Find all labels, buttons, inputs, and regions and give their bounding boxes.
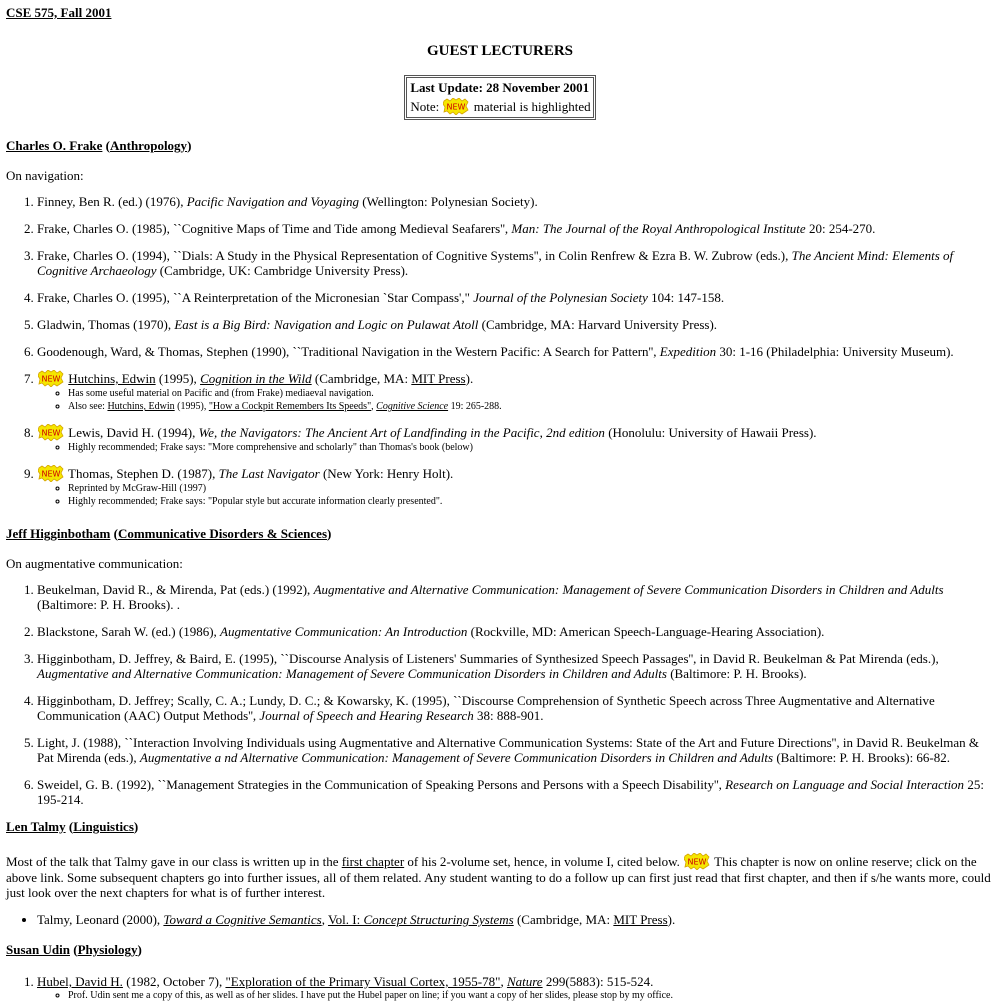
- ref-text: Beukelman, David R., & Mirenda, Pat (eds.) (1992),: [37, 582, 314, 598]
- talmy-paragraph: [6, 854, 994, 900]
- ref-text: Goodenough, Ward, & Thomas, Stephen (1990), ``Traditional Navigation in the Western Pacific: A Search for Pattern'',: [37, 344, 660, 360]
- ref-title: The Ancient Mind: Elements of Cognitive Archaeology: [37, 248, 954, 279]
- ref-text: Frake, Charles O. (1985), ``Cognitive Maps of Time and Tide among Medieval Seafarers'',: [37, 221, 512, 237]
- ref-text: ,: [500, 974, 507, 990]
- ref-title: Journal of Speech and Hearing Research: [259, 708, 474, 724]
- journal-link[interactable]: Cognitive Science: [376, 401, 449, 413]
- ref-text: (Baltimore: P. H. Brooks).: [666, 666, 807, 682]
- new-badge-text: 9. NEW: [41, 469, 61, 479]
- author-link[interactable]: Hubel, David H.: [37, 974, 123, 990]
- department-link[interactable]: Communicative Disorders & Sciences: [117, 526, 328, 542]
- department-link[interactable]: Anthropology: [110, 138, 188, 154]
- reference-item: [37, 371, 994, 413]
- ref-text: Blackstone, Sarah W. (ed.) (1986),: [37, 624, 221, 640]
- reference-item: [37, 466, 994, 508]
- volume-title: Concept Structuring Systems: [363, 912, 514, 928]
- new-note: [407, 97, 592, 117]
- note-item: ◦ Prof. Udin sent me a copy of this, as well as of her slides. I have put the Hubel paper on line; if you want a copy of her slides, please stop by my office.: [68, 989, 994, 1002]
- department-link[interactable]: Linguistics: [73, 819, 134, 835]
- ref-text: Thomas, Stephen D. (1987),: [68, 466, 219, 482]
- lecturer-higginbotham-heading: Jeff Higginbotham (Communicative Disorders & Sciences): [6, 526, 332, 542]
- page-title: GUEST LECTURERS: [426, 43, 574, 59]
- publisher-link[interactable]: MIT Press: [411, 371, 466, 387]
- reference-item: [37, 317, 994, 332]
- lecturer-name-link[interactable]: Charles O. Frake: [6, 138, 103, 154]
- ref-title: We, the Navigators: The Ancient Art of Landfinding in the Pacific, 2nd edition: [198, 425, 605, 441]
- ref-title: The Last Navigator: [218, 466, 320, 482]
- journal-link[interactable]: Nature: [506, 974, 543, 990]
- note-text: Also see:: [68, 401, 108, 413]
- article-link[interactable]: "How a Cockpit Remembers Its Speeds": [208, 401, 372, 413]
- author-link[interactable]: Hutchins, Edwin: [68, 371, 156, 387]
- para-text: This chapter is now on online reserve; click on the above link. Some subsequent chapters go into further issues, all of them related. Any student wanting to do a follow up can first just read that first chapter, and then if s/he wants more, could just look over the next chapters for what is of further interest.: [6, 854, 991, 901]
- reference-item: [37, 777, 994, 807]
- reference-item: [37, 290, 994, 305]
- reference-item: [37, 912, 994, 927]
- ref-title: Augmentative and Alternative Communication: Management of Severe Communication Disorders in Children and Adults: [313, 582, 944, 598]
- volume-link[interactable]: [328, 912, 514, 927]
- note-item: [68, 400, 994, 413]
- para-text: Most of the talk that Talmy gave in our class is written up in the: [6, 854, 342, 870]
- frake-reference-list: [6, 194, 994, 508]
- author-link[interactable]: Hutchins, Edwin: [107, 401, 175, 413]
- ref-title: Expedition: [659, 344, 717, 360]
- reference-item: [37, 425, 994, 454]
- reference-item: [37, 194, 994, 209]
- ref-text: 38: 888-901.: [473, 708, 544, 724]
- note-prefix: Note:: [410, 99, 440, 114]
- lecturer-udin-heading: Susan Udin (Physiology): [6, 942, 142, 958]
- ref-text: (Baltimore: P. H. Brooks): 66-82.: [773, 750, 951, 766]
- book-link[interactable]: Toward a Cognitive Semantics: [163, 912, 322, 928]
- reference-item: [37, 624, 994, 639]
- ref-text: Lewis, David H. (1994),: [68, 425, 199, 441]
- lecturer-talmy-heading: Len Talmy (Linguistics): [6, 819, 139, 835]
- ref-text: (Honolulu: University of Hawaii Press).: [604, 425, 817, 441]
- ref-title: Augmentative and Alternative Communication: Management of Severe Communication Disorders in Children and Adults: [37, 666, 667, 682]
- talmy-reference-list: [6, 912, 994, 927]
- note-item: ◦ Reprinted by McGraw-Hill (1997): [68, 482, 994, 495]
- ref-text: Talmy, Leonard (2000),: [37, 912, 164, 928]
- lecturer-frake-heading: Charles O. Frake (Anthropology): [6, 138, 192, 154]
- reference-item: [37, 974, 994, 1002]
- new-badge-icon: [38, 370, 64, 387]
- ref-title: Augmentative a nd Alternative Communication: Management of Severe Communication Disorders in Children and Adults: [139, 750, 774, 766]
- ref-text: (Cambridge, MA: Harvard University Press).: [478, 317, 718, 333]
- ref-text: (New York: Henry Holt).: [319, 466, 454, 482]
- note-list: [37, 441, 994, 454]
- note-item: ◦ Has some useful material on Pacific and (from Frake) mediaeval navigation.: [68, 387, 994, 400]
- new-badge-text: 8. NEW: [41, 428, 61, 438]
- new-badge-text: NEW: [687, 857, 707, 867]
- ref-text: (1995),: [155, 371, 201, 387]
- topic-text: On navigation:: [6, 168, 84, 184]
- ref-title: Augmentative Communication: An Introduction: [220, 624, 468, 640]
- ref-text: (Cambridge, MA:: [513, 912, 614, 928]
- department-link[interactable]: Physiology: [77, 942, 138, 958]
- reference-item: [37, 651, 994, 681]
- ref-text: (Cambridge, MA:: [311, 371, 412, 387]
- ref-text: (Cambridge, UK: Cambridge University Press).: [156, 263, 409, 279]
- topic-text: On augmentative communication:: [6, 556, 183, 572]
- ref-text: Gladwin, Thomas (1970),: [37, 317, 175, 333]
- ref-text: 299(5883): 515-524.: [542, 974, 654, 990]
- ref-text: (Baltimore: P. H. Brooks). .: [37, 597, 180, 613]
- book-link[interactable]: Cognition in the Wild: [200, 371, 312, 387]
- ref-text: Higginbotham, D. Jeffrey; Scally, C. A.; Lundy, D. C.; & Kowarsky, K. (1995), ``Discourse Comprehension of Synthetic Speech across Three Augmentative and Alternative Communication (AAC) Output Methods'',: [37, 693, 935, 724]
- ref-text: ).: [667, 912, 676, 928]
- ref-text: Frake, Charles O. (1995), ``A Reinterpretation of the Micronesian `Star Compass',": [37, 290, 474, 306]
- note-list: [37, 387, 994, 413]
- higginbotham-reference-list: [6, 582, 994, 807]
- new-badge-icon: [38, 424, 64, 441]
- ref-text: Higginbotham, D. Jeffrey, & Baird, E. (1995), ``Discourse Analysis of Listeners' Summaries of Synthesized Speech Passages'', in David R. Beukelman & Pat Mirenda (eds.),: [37, 651, 939, 667]
- ref-text: 30: 1-16 (Philadelphia: University Museum).: [716, 344, 954, 360]
- publisher-link[interactable]: MIT Press: [613, 912, 668, 928]
- note-list: [37, 482, 994, 508]
- para-text: of his 2-volume set, hence, in volume I, cited below.: [404, 854, 680, 870]
- udin-reference-list: [6, 974, 994, 1002]
- ref-text: (Wellington: Polynesian Society).: [358, 194, 538, 210]
- reference-item: [37, 735, 994, 765]
- ref-title: Journal of the Polynesian Society: [473, 290, 648, 306]
- lecturer-name-link[interactable]: Jeff Higginbotham: [6, 526, 111, 542]
- note-suffix: material is highlighted: [473, 99, 591, 114]
- lecturer-name-link[interactable]: Len Talmy: [6, 819, 66, 835]
- new-badge-text: NEW: [446, 102, 466, 112]
- ref-title: Man: The Journal of the Royal Anthropological Institute: [511, 221, 806, 237]
- ref-text: Finney, Ben R. (ed.) (1976),: [37, 194, 187, 210]
- ref-text: (1982, October 7),: [122, 974, 226, 990]
- ref-text: 25: 195-214.: [37, 777, 984, 808]
- new-badge-icon: [684, 853, 710, 870]
- reference-item: [37, 248, 994, 278]
- ref-text: Sweidel, G. B. (1992), ``Management Strategies in the Communication of Speaking Persons and Persons with a Speech Disability'',: [37, 777, 726, 793]
- ref-text: 20: 254-270.: [805, 221, 876, 237]
- reference-item: [37, 221, 994, 236]
- note-list: [37, 989, 994, 1002]
- update-box-wrapper: [6, 75, 994, 120]
- update-box: [404, 75, 595, 120]
- lecturer-name-link[interactable]: Susan Udin: [6, 942, 70, 958]
- last-update-text: Last Update: 28 November 2001: [410, 80, 590, 95]
- course-link[interactable]: CSE 575, Fall 2001: [6, 5, 112, 20]
- ref-text: Frake, Charles O. (1994), ``Dials: A Study in the Physical Representation of Cognitive Systems'', in Colin Renfrew & Ezra B. W. Zubrow (eds.),: [37, 248, 792, 264]
- ref-title: Research on Language and Social Interaction: [725, 777, 965, 793]
- ref-text: ,: [321, 912, 328, 928]
- ref-text: Light, J. (1988), ``Interaction Involving Individuals using Augmentative and Alternative Communication Systems: State of the Art and Future Directions'', in David R. Beukelman & Pat Mirenda (eds.),: [37, 735, 979, 766]
- reference-item: [37, 344, 994, 359]
- ref-title: East is a Big Bird: Navigation and Logic on Pulawat Atoll: [174, 317, 479, 333]
- ref-title: Pacific Navigation and Voyaging: [186, 194, 359, 210]
- article-link[interactable]: "Exploration of the Primary Visual Cortex, 1955-78": [225, 974, 501, 990]
- volume-label: Vol. I:: [327, 912, 364, 928]
- reference-item: [37, 582, 994, 612]
- new-badge-icon: [443, 98, 469, 115]
- note-item: ◦ Highly recommended; Frake says: "More comprehensive and scholarly" than Thomas's book (below): [68, 441, 994, 454]
- ref-text: ).: [465, 371, 474, 387]
- first-chapter-link[interactable]: first chapter: [341, 854, 405, 870]
- new-badge-text: 7. NEW: [41, 374, 61, 384]
- ref-text: (Rockville, MD: American Speech-Language-Hearing Association).: [467, 624, 825, 640]
- note-item: ◦ Highly recommended; Frake says: "Popular style but accurate information clearly presented".: [68, 495, 994, 508]
- ref-text: 104: 147-158.: [647, 290, 725, 306]
- new-badge-icon: [38, 465, 64, 482]
- note-text: (1995),: [174, 401, 209, 413]
- reference-item: [37, 693, 994, 723]
- note-text: ,: [371, 401, 377, 413]
- note-text: 19: 265-288.: [448, 401, 502, 413]
